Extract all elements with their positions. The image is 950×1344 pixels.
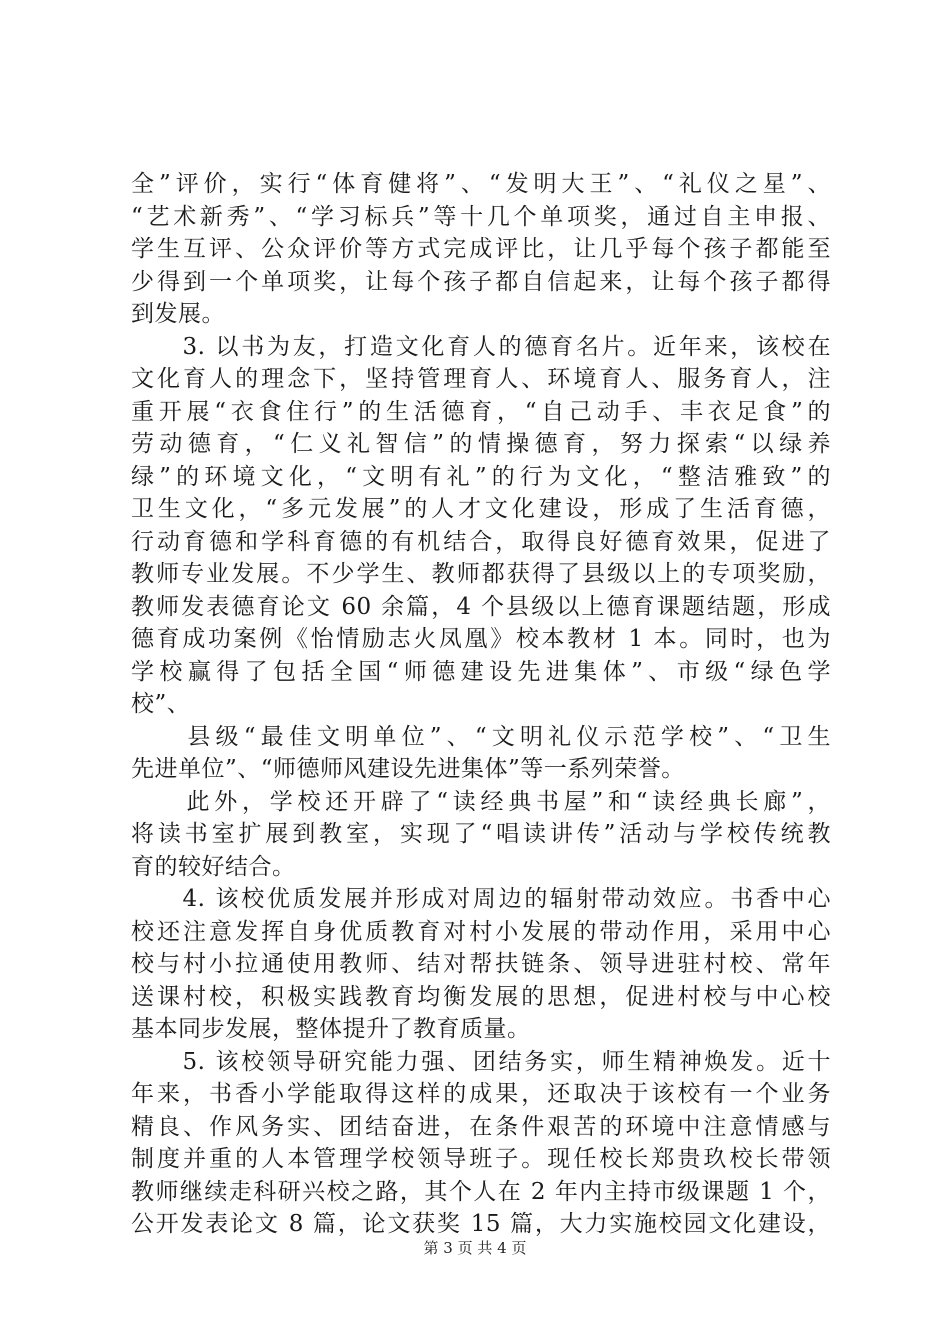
text-line: 公开发表论文 8 篇，论文获奖 15 篇，大力实施校园文化建设， — [131, 1211, 831, 1237]
text-line: 此外，学校还开辟了“读经典书屋”和“读经典长廊”， — [131, 788, 831, 815]
text-line: 校”、 — [131, 691, 191, 717]
text-line: 文化育人的理念下，坚持管理育人、环境育人、服务育人，注 — [131, 366, 831, 392]
text-line: “艺术新秀”、“学习标兵”等十几个单项奖，通过自主申报、 — [131, 203, 831, 230]
text-line: 教师继续走科研兴校之路，其个人在 2 年内主持市级课题 1 个， — [131, 1178, 831, 1205]
text-line: 学生互评、公众评价等方式完成评比，让几乎每个孩子都能至 — [131, 236, 831, 262]
text-line: 基本同步发展，整体提升了教育质量。 — [131, 1016, 531, 1042]
text-line: 卫生文化，“多元发展”的人才文化建设，形成了生活育德， — [131, 496, 831, 522]
text-line: 重开展“衣食住行”的生活德育，“自己动手、丰衣足食”的 — [131, 398, 831, 425]
text-line: 5. 该校领导研究能力强、团结务实，师生精神焕发。近十 — [131, 1048, 831, 1075]
text-line: 3. 以书为友，打造文化育人的德育名片。近年来，该校在 — [131, 333, 831, 360]
text-line: 少得到一个单项奖，让每个孩子都自信起来，让每个孩子都得 — [131, 268, 831, 295]
text-line: 绿”的环境文化，“文明有礼”的行为文化，“整洁雅致”的 — [131, 463, 831, 490]
page-footer: 第 3 页 共 4 页 — [423, 1239, 527, 1257]
text-line: 先进单位”、“师德师风建设先进集体”等一系列荣誉。 — [131, 756, 685, 782]
text-line: 教师发表德育论文 60 余篇，4 个县级以上德育课题结题，形成 — [131, 593, 831, 620]
text-line: 年来，书香小学能取得这样的成果，还取决于该校有一个业务 — [131, 1081, 831, 1107]
body-text — [131, 168, 831, 1241]
text-line: 育的较好结合。 — [131, 853, 296, 880]
text-line: 教师专业发展。不少学生、教师都获得了县级以上的专项奖励， — [131, 561, 831, 587]
text-line: 县级“最佳文明单位”、“文明礼仪示范学校”、“卫生 — [131, 723, 831, 750]
text-line: 行动育德和学科育德的有机结合，取得良好德育效果，促进了 — [131, 528, 831, 555]
text-line: 校与村小拉通使用教师、结对帮扶链条、领导进驻村校、常年 — [131, 951, 831, 977]
text-line: 4. 该校优质发展并形成对周边的辐射带动效应。书香中心 — [131, 886, 831, 912]
text-line: 到发展。 — [131, 301, 225, 327]
text-line: 将读书室扩展到教室，实现了“唱读讲传”活动与学校传统教 — [131, 821, 831, 847]
text-line: 学校赢得了包括全国“师德建设先进集体”、市级“绿色学 — [131, 658, 831, 685]
text-line: 送课村校，积极实践教育均衡发展的思想，促进村校与中心校 — [131, 983, 831, 1010]
text-line: 全”评价，实行“体育健将”、“发明大王”、“礼仪之星”、 — [131, 171, 831, 197]
text-line: 精良、作风务实、团结奋进，在条件艰苦的环境中注意情感与 — [131, 1113, 831, 1140]
text-line: 劳动德育，“仁义礼智信”的情操德育，努力探索“以绿养 — [131, 431, 831, 457]
text-line: 校还注意发挥自身优质教育对村小发展的带动作用，采用中心 — [131, 918, 831, 945]
text-line: 德育成功案例《怡情励志火凤凰》校本教材 1 本。同时，也为 — [131, 626, 831, 652]
text-line: 制度并重的人本管理学校领导班子。现任校长郑贵玖校长带领 — [131, 1146, 831, 1172]
